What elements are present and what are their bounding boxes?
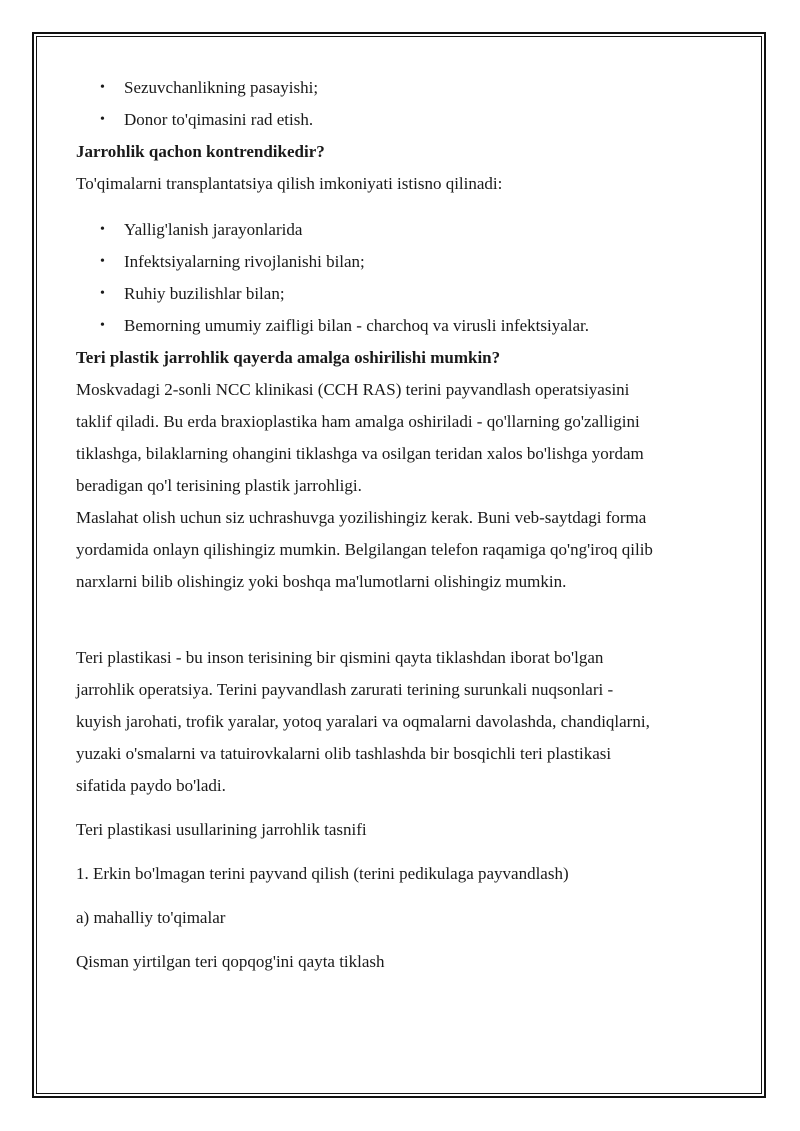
list-item: • Sezuvchanlikning pasayishi; <box>76 72 728 104</box>
paragraph-line: narxlarni bilib olishingiz yoki boshqa ma'lumotlarni olishingiz mumkin. <box>76 572 567 591</box>
bullet-icon: • <box>100 286 105 301</box>
intro-contraindications: To'qimalarni transplantatsiya qilish imkoniyati istisno qilinadi: <box>76 174 503 193</box>
paragraph-line: sifatida paydo bo'ladi. <box>76 776 226 795</box>
bullet-icon: • <box>100 254 105 269</box>
paragraph-line: Maslahat olish uchun siz uchrashuvga yozilishingiz kerak. Buni veb-saytdagi forma <box>76 508 647 527</box>
paragraph-line: taklif qiladi. Bu erda braxioplastika ham amalga oshiriladi - qo'llarning go'zalligini <box>76 412 640 431</box>
paragraph-consultation <box>76 502 728 598</box>
bullet-icon: • <box>100 222 105 237</box>
heading-where-performed: Teri plastik jarrohlik qayerda amalga oshirilishi mumkin? <box>76 348 501 367</box>
paragraph-line: kuyish jarohati, trofik yaralar, yotoq yaralari va oqmalarni davolashda, chandiqlarni, <box>76 712 650 731</box>
paragraph-line: Teri plastikasi - bu inson terisining bir qismini qayta tiklashdan iborat bo'lgan <box>76 648 604 667</box>
bullet-list-contraindications <box>76 214 728 342</box>
paragraph-line: tiklashga, bilaklarning ohangini tiklashga va osilgan teridan xalos bo'lishga yordam <box>76 444 644 463</box>
classification-item-a: a) mahalliy to'qimalar <box>76 908 226 927</box>
classification-title: Teri plastikasi usullarining jarrohlik tasnifi <box>76 820 367 839</box>
paragraph-line: jarrohlik operatsiya. Terini payvandlash zarurati terining surunkali nuqsonlari - <box>76 680 614 699</box>
classification-item-last: Qisman yirtilgan teri qopqog'ini qayta tiklash <box>76 952 385 971</box>
paragraph-line: Moskvadagi 2-sonli NCC klinikasi (CCH RAS) terini payvandlash operatsiyasini <box>76 380 630 399</box>
paragraph-line: yuzaki o'smalarni va tatuirovkalarni olib tashlashda bir bosqichli teri plastikasi <box>76 744 612 763</box>
paragraph-line: yordamida onlayn qilishingiz mumkin. Belgilangan telefon raqamiga qo'ng'iroq qilib <box>76 540 653 559</box>
paragraph-definition <box>76 642 728 802</box>
list-item: • Infektsiyalarning rivojlanishi bilan; <box>76 246 728 278</box>
document-body <box>76 72 728 978</box>
list-item: • Ruhiy buzilishlar bilan; <box>76 278 728 310</box>
heading-contraindications: Jarrohlik qachon kontrendikedir? <box>76 142 325 161</box>
bullet-list-complications <box>76 72 728 136</box>
paragraph-line: beradigan qo'l terisining plastik jarrohligi. <box>76 476 362 495</box>
bullet-icon: • <box>100 318 105 333</box>
bullet-icon: • <box>100 80 105 95</box>
paragraph-clinic <box>76 374 728 502</box>
classification-item-1: 1. Erkin bo'lmagan terini payvand qilish (terini pedikulaga payvandlash) <box>76 864 569 883</box>
list-item: • Yallig'lanish jarayonlarida <box>76 214 728 246</box>
list-item: • Donor to'qimasini rad etish. <box>76 104 728 136</box>
list-item: • Bemorning umumiy zaifligi bilan - charchoq va virusli infektsiyalar. <box>76 310 728 342</box>
bullet-icon: • <box>100 112 105 127</box>
